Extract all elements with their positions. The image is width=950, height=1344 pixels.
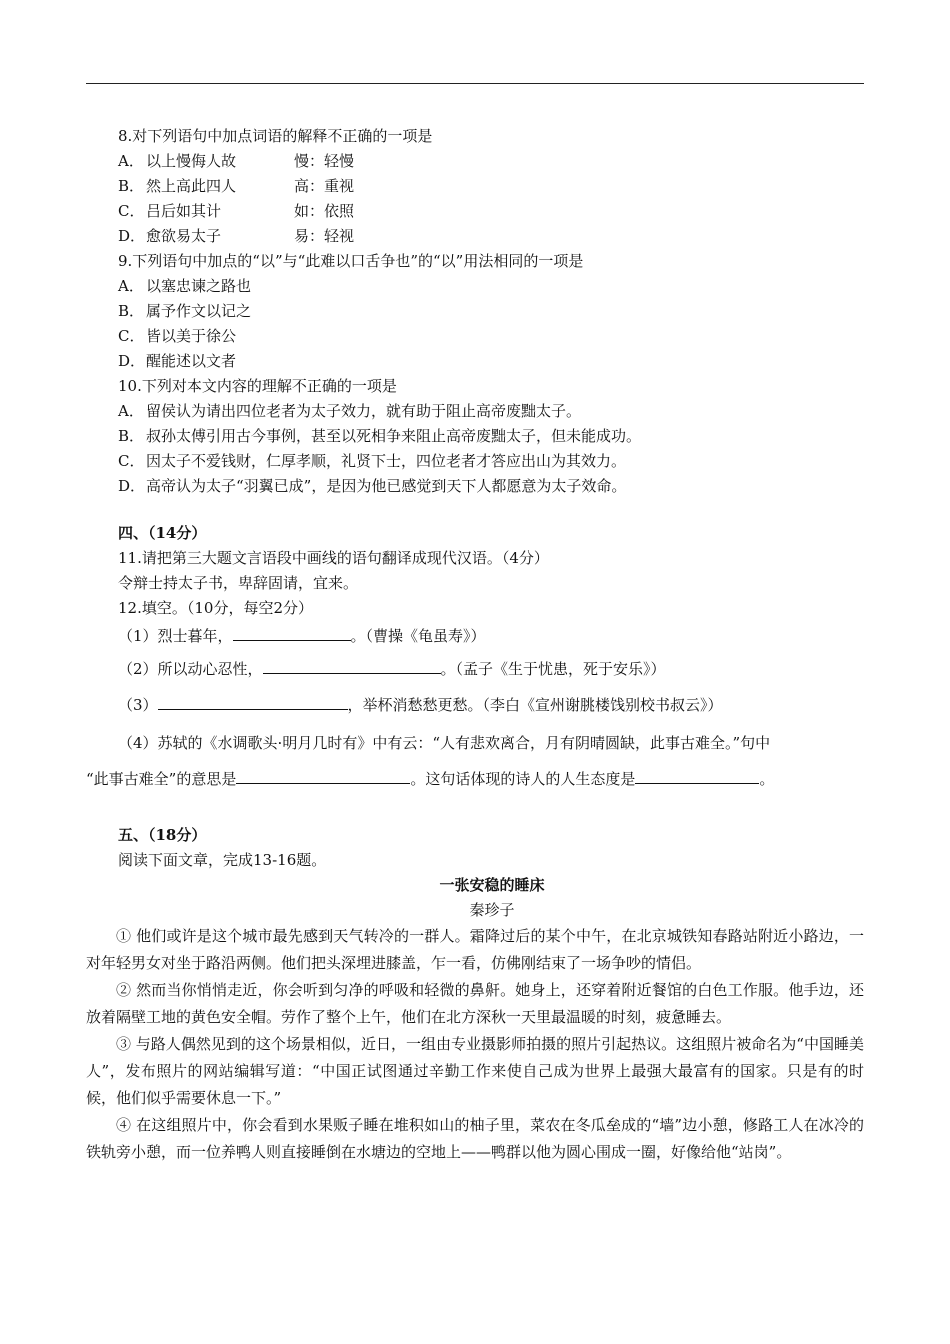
q12-stem: 12.填空。（10分，每空2分） <box>118 599 313 617</box>
q8-option-c <box>118 199 866 224</box>
option-text: 因太子不爱钱财，仁厚孝顺，礼贤下士，四位老者才答应出山为其效力。 <box>146 452 627 470</box>
q11-text: 令辩士持太子书，卑辞固请，宜来。 <box>118 574 359 592</box>
q11-stem: 11.请把第三大题文言语段中画线的语句翻译成现代汉语。（4分） <box>118 549 549 567</box>
q10-option-d <box>118 474 866 499</box>
q12-2-suffix: 。（孟子《生于忧患，死于安乐》） <box>440 660 666 678</box>
option-letter: B． <box>118 427 145 445</box>
option-gloss: 慢：轻慢 <box>294 152 355 170</box>
option-text: 留侯认为请出四位老者为太子效力，就有助于阻止高帝废黜太子。 <box>146 402 582 420</box>
answer-blank[interactable] <box>158 695 348 710</box>
q12-3-prefix: （3） <box>118 696 158 714</box>
q12-1-suffix: 。（曹操《龟虽寿》） <box>350 627 486 645</box>
section-5-title: 五、（18分） <box>118 826 207 844</box>
option-letter: C． <box>118 452 145 470</box>
header-rule <box>86 83 864 84</box>
q10-option-a <box>118 399 866 424</box>
option-letter: A． <box>118 277 144 295</box>
q8-stem: 8.对下列语句中加点词语的解释不正确的一项是 <box>118 127 433 145</box>
option-letter: B． <box>118 177 145 195</box>
q10-option-b <box>118 424 866 449</box>
option-text: 属予作文以记之 <box>146 302 252 320</box>
answer-blank[interactable] <box>233 626 351 641</box>
q9-option-c <box>118 324 866 349</box>
q12-4-suffix: 。 <box>759 770 775 788</box>
article-paragraph-2: ② 然而当你悄悄走近，你会听到匀净的呼吸和轻微的鼻鼾。她身上，还穿着附近餐馆的白色工作服。他手边，还放着隔壁工地的黄色安全帽。劳作了整个上午，他们在北方深秋一天里最温暖的时刻，疲惫睡去。 <box>86 981 864 1026</box>
article-paragraph-1: ① 他们或许是这个城市最先感到天气转冷的一群人。霜降过后的某个中午，在北京城铁知春路站附近小路边，一对年轻男女对坐于路沿两侧。他们把头深埋进膝盖，乍一看，仿佛刚结束了一场争吵的情侣。 <box>86 927 864 972</box>
q9-option-a <box>118 274 866 299</box>
option-text: 愈欲易太子 <box>146 227 222 245</box>
q12-2-prefix: （2）所以动心忍性， <box>118 660 263 678</box>
option-letter: C． <box>118 327 145 345</box>
article-paragraph-3: ③ 与路人偶然见到的这个场景相似，近日，一组由专业摄影师拍摄的照片引起热议。这组照片被命名为“中国睡美人”，发布照片的网站编辑写道：“中国正试图通过辛勤工作来使自己成为世界上最强大最富有的国家。只是有的时候，他们似乎需要休息一下。” <box>86 1035 864 1107</box>
article-paragraph-4: ④ 在这组照片中，你会看到水果贩子睡在堆积如山的柚子里，菜农在冬瓜垒成的“墙”边小憩，修路工人在冰冷的铁轨旁小憩，而一位养鸭人则直接睡倒在水塘边的空地上——鸭群以他为圆心围成一圈，好像给他“站岗”。 <box>86 1116 864 1161</box>
option-text: 高帝认为太子“羽翼已成”，是因为他已感觉到天下人都愿意为太子效命。 <box>146 477 627 495</box>
option-text: 皆以美于徐公 <box>146 327 237 345</box>
q12-1-prefix: （1）烈士暮年， <box>118 627 233 645</box>
q8-option-a <box>118 149 866 174</box>
article-title: 一张安稳的睡床 <box>439 876 545 894</box>
option-letter: B． <box>118 302 145 320</box>
option-letter: C． <box>118 202 145 220</box>
option-text: 吕后如其计 <box>146 202 222 220</box>
section-4-title: 四、（14分） <box>118 524 207 542</box>
q12-item-2 <box>118 651 866 687</box>
q9-option-b <box>118 299 866 324</box>
q12-4-middle: 。这句话体现的诗人的人生态度是 <box>410 770 636 788</box>
option-gloss: 易：轻视 <box>294 227 355 245</box>
q9-stem: 9.下列语句中加点的“以”与“此难以口舌争也”的“以”用法相同的一项是 <box>118 252 584 270</box>
option-text: 叔孙太傅引用古今事例，甚至以死相争来阻止高帝废黜太子，但未能成功。 <box>146 427 642 445</box>
q12-item-4-line1: （4）苏轼的《水调歌头·明月几时有》中有云：“人有悲欢离合，月有阴晴圆缺，此事古难全。”句中 <box>118 734 771 752</box>
option-letter: D． <box>118 227 146 245</box>
option-letter: D． <box>118 352 146 370</box>
option-gloss: 如：依照 <box>294 202 355 220</box>
q10-option-c <box>118 449 866 474</box>
exam-content <box>86 124 866 1166</box>
option-text: 以上慢侮人故 <box>146 152 237 170</box>
q12-3-suffix: ，举杯消愁愁更愁。（李白《宣州谢朓楼饯别校书叔云》） <box>347 696 723 714</box>
article-author: 秦珍子 <box>469 901 515 919</box>
answer-blank[interactable] <box>263 659 441 674</box>
q12-item-1 <box>118 621 866 651</box>
option-text: 醒能述以文者 <box>146 352 237 370</box>
q12-4-prefix: “此事古难全”的意思是 <box>86 770 237 788</box>
option-letter: A． <box>118 152 144 170</box>
q9-option-d <box>118 349 866 374</box>
reading-intro: 阅读下面文章，完成13-16题。 <box>118 851 327 869</box>
q10-stem: 10.下列对本文内容的理解不正确的一项是 <box>118 377 397 395</box>
answer-blank[interactable] <box>635 769 759 784</box>
q12-item-4-line2 <box>86 763 866 795</box>
answer-blank[interactable] <box>236 769 410 784</box>
option-letter: A． <box>118 402 144 420</box>
option-letter: D． <box>118 477 146 495</box>
q8-option-b <box>118 174 866 199</box>
option-text: 然上高此四人 <box>146 177 237 195</box>
q8-option-d <box>118 224 866 249</box>
option-gloss: 高：重视 <box>294 177 355 195</box>
q12-item-3 <box>118 687 866 723</box>
option-text: 以塞忠谏之路也 <box>146 277 252 295</box>
